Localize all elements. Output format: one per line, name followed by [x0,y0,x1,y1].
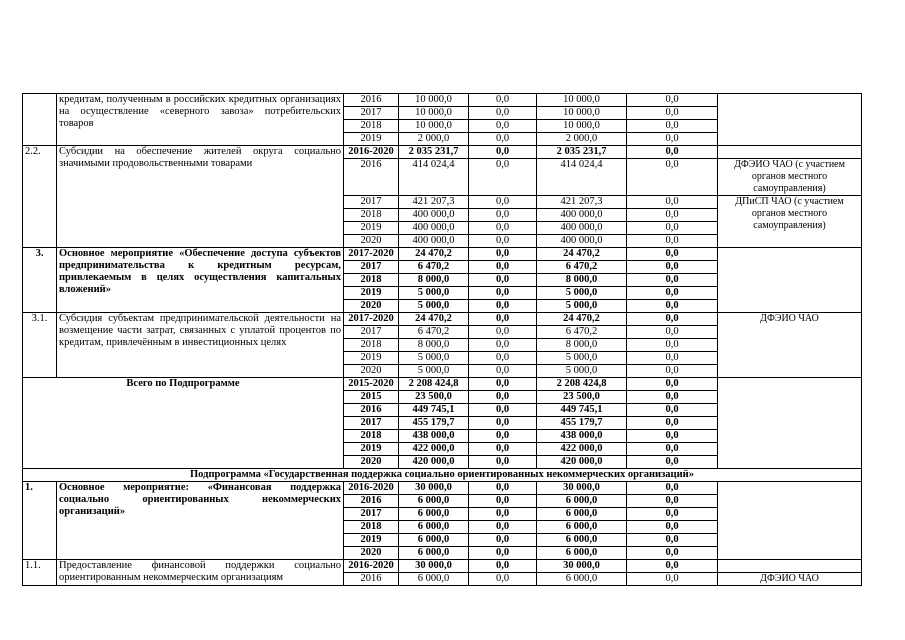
regional-cell: 8 000,0 [537,339,627,352]
other-cell: 0,0 [627,560,718,573]
regional-cell: 24 470,2 [537,313,627,326]
federal-cell: 0,0 [469,300,537,313]
other-cell: 0,0 [627,482,718,495]
total-cell: 422 000,0 [399,443,469,456]
regional-cell: 10 000,0 [537,120,627,133]
total-cell: 400 000,0 [399,209,469,222]
regional-cell: 30 000,0 [537,482,627,495]
measure-text: Основное мероприятие: «Финансовая поддержка социально ориентированных некоммерческих организаций» [57,482,344,560]
regional-cell: 5 000,0 [537,365,627,378]
num-cell: 2.2. [23,146,57,248]
year-cell: 2019 [344,352,399,365]
total-cell: 6 470,2 [399,261,469,274]
federal-cell: 0,0 [469,107,537,120]
total-cell: 400 000,0 [399,222,469,235]
total-cell: 421 207,3 [399,196,469,209]
measure-text: кредитам, полученным в российских кредитных организациях на осуществление «северного завоза» потребительских товаров [57,94,344,146]
total-cell: 6 470,2 [399,326,469,339]
other-cell: 0,0 [627,248,718,261]
year-cell: 2018 [344,274,399,287]
federal-cell: 0,0 [469,508,537,521]
federal-cell: 0,0 [469,326,537,339]
total-cell: 6 000,0 [399,508,469,521]
federal-cell: 0,0 [469,248,537,261]
regional-cell: 10 000,0 [537,107,627,120]
other-cell: 0,0 [627,443,718,456]
measure-text: Субсидии на обеспечение жителей округа социально значимыми продовольственными товарами [57,146,344,248]
federal-cell: 0,0 [469,547,537,560]
federal-cell: 0,0 [469,365,537,378]
table-row [23,482,862,495]
total-cell: 5 000,0 [399,300,469,313]
regional-cell: 8 000,0 [537,274,627,287]
total-cell: 2 208 424,8 [399,378,469,391]
total-cell: 438 000,0 [399,430,469,443]
total-cell: 400 000,0 [399,235,469,248]
total-cell: 10 000,0 [399,94,469,107]
other-cell: 0,0 [627,94,718,107]
other-cell: 0,0 [627,222,718,235]
federal-cell: 0,0 [469,456,537,469]
year-cell: 2017-2020 [344,248,399,261]
regional-cell: 2 208 424,8 [537,378,627,391]
other-cell: 0,0 [627,326,718,339]
other-cell: 0,0 [627,235,718,248]
other-cell: 0,0 [627,508,718,521]
regional-cell: 6 000,0 [537,521,627,534]
table-row [23,560,862,573]
year-cell: 2017 [344,107,399,120]
table-row [23,146,862,159]
total-cell: 23 500,0 [399,391,469,404]
other-cell: 0,0 [627,261,718,274]
total-cell: 24 470,2 [399,313,469,326]
regional-cell: 2 035 231,7 [537,146,627,159]
total-cell: 455 179,7 [399,417,469,430]
other-cell: 0,0 [627,209,718,222]
regional-cell: 455 179,7 [537,417,627,430]
other-cell: 0,0 [627,378,718,391]
year-cell: 2015-2020 [344,378,399,391]
total-cell: 420 000,0 [399,456,469,469]
regional-cell: 6 000,0 [537,573,627,586]
executor-cell [718,94,862,146]
executor-cell [718,146,862,159]
year-cell: 2018 [344,120,399,133]
other-cell: 0,0 [627,287,718,300]
total-cell: 8 000,0 [399,274,469,287]
total-cell: 24 470,2 [399,248,469,261]
year-cell: 2018 [344,430,399,443]
year-cell: 2016-2020 [344,146,399,159]
total-cell: 6 000,0 [399,534,469,547]
total-cell: 5 000,0 [399,365,469,378]
year-cell: 2020 [344,235,399,248]
regional-cell: 6 000,0 [537,495,627,508]
total-cell: 8 000,0 [399,339,469,352]
federal-cell: 0,0 [469,352,537,365]
regional-cell: 438 000,0 [537,430,627,443]
other-cell: 0,0 [627,352,718,365]
total-cell: 2 035 231,7 [399,146,469,159]
total-cell: 6 000,0 [399,547,469,560]
federal-cell: 0,0 [469,560,537,573]
federal-cell: 0,0 [469,209,537,222]
other-cell: 0,0 [627,339,718,352]
regional-cell: 30 000,0 [537,560,627,573]
other-cell: 0,0 [627,159,718,196]
year-cell: 2016 [344,404,399,417]
total-cell: 5 000,0 [399,287,469,300]
year-cell: 2019 [344,133,399,146]
regional-cell: 400 000,0 [537,222,627,235]
year-cell: 2017 [344,417,399,430]
other-cell: 0,0 [627,417,718,430]
year-cell: 2019 [344,443,399,456]
year-cell: 2020 [344,456,399,469]
regional-cell: 10 000,0 [537,94,627,107]
regional-cell: 5 000,0 [537,300,627,313]
regional-cell: 6 000,0 [537,547,627,560]
total-cell: 30 000,0 [399,560,469,573]
other-cell: 0,0 [627,456,718,469]
federal-cell: 0,0 [469,391,537,404]
federal-cell: 0,0 [469,495,537,508]
federal-cell: 0,0 [469,261,537,274]
total-cell: 414 024,4 [399,159,469,196]
other-cell: 0,0 [627,133,718,146]
year-cell: 2020 [344,547,399,560]
federal-cell: 0,0 [469,573,537,586]
federal-cell: 0,0 [469,146,537,159]
executor-cell: ДФЭИО ЧАО [718,313,862,378]
num-cell [23,94,57,146]
total-cell: 2 000,0 [399,133,469,146]
year-cell: 2019 [344,534,399,547]
other-cell: 0,0 [627,495,718,508]
measure-text: Субсидия субъектам предпринимательской деятельности на возмещение части затрат, связанных с уплатой процентов по кредитам, привлечённым в инвестиционных целях [57,313,344,378]
federal-cell: 0,0 [469,120,537,133]
other-cell: 0,0 [627,300,718,313]
year-cell: 2017 [344,326,399,339]
federal-cell: 0,0 [469,404,537,417]
total-cell: 10 000,0 [399,107,469,120]
total-cell: 6 000,0 [399,573,469,586]
table-row [23,313,862,326]
other-cell: 0,0 [627,120,718,133]
num-cell: 1.1. [23,560,57,586]
other-cell: 0,0 [627,313,718,326]
year-cell: 2016 [344,573,399,586]
year-cell: 2017 [344,196,399,209]
federal-cell: 0,0 [469,378,537,391]
regional-cell: 6 470,2 [537,326,627,339]
num-cell: 1. [23,482,57,560]
regional-cell: 400 000,0 [537,235,627,248]
other-cell: 0,0 [627,521,718,534]
regional-cell: 414 024,4 [537,159,627,196]
federal-cell: 0,0 [469,534,537,547]
year-cell: 2016 [344,159,399,196]
year-cell: 2017-2020 [344,313,399,326]
table-row [23,378,862,391]
federal-cell: 0,0 [469,287,537,300]
year-cell: 2018 [344,521,399,534]
year-cell: 2020 [344,365,399,378]
federal-cell: 0,0 [469,222,537,235]
total-cell: 449 745,1 [399,404,469,417]
other-cell: 0,0 [627,365,718,378]
year-cell: 2016-2020 [344,560,399,573]
other-cell: 0,0 [627,430,718,443]
total-cell: 6 000,0 [399,495,469,508]
year-cell: 2015 [344,391,399,404]
regional-cell: 420 000,0 [537,456,627,469]
other-cell: 0,0 [627,274,718,287]
other-cell: 0,0 [627,547,718,560]
total-label: Всего по Подпрограмме [23,378,344,469]
regional-cell: 400 000,0 [537,209,627,222]
year-cell: 2020 [344,300,399,313]
table-row [23,248,862,261]
executor-cell: ДФЭИО ЧАО (с участием органов местного самоуправления) [718,159,862,196]
other-cell: 0,0 [627,146,718,159]
regional-cell: 422 000,0 [537,443,627,456]
measure-text: Основное мероприятие «Обеспечение доступа субъектов предпринимательства к кредитным ресурсам, привлекаемым в целях осуществления капитальных вложений» [57,248,344,313]
year-cell: 2019 [344,287,399,300]
federal-cell: 0,0 [469,133,537,146]
federal-cell: 0,0 [469,521,537,534]
federal-cell: 0,0 [469,417,537,430]
regional-cell: 6 000,0 [537,508,627,521]
total-cell: 6 000,0 [399,521,469,534]
federal-cell: 0,0 [469,443,537,456]
other-cell: 0,0 [627,404,718,417]
year-cell: 2018 [344,209,399,222]
other-cell: 0,0 [627,534,718,547]
executor-cell: ДПиСП ЧАО (с участием органов местного самоуправления) [718,196,862,248]
executor-cell [718,560,862,573]
measure-text: Предоставление финансовой поддержки социально ориентированным некоммерческим организациям [57,560,344,586]
regional-cell: 6 000,0 [537,534,627,547]
num-cell: 3. [23,248,57,313]
regional-cell: 24 470,2 [537,248,627,261]
regional-cell: 449 745,1 [537,404,627,417]
federal-cell: 0,0 [469,274,537,287]
subprogram-row [23,469,862,482]
other-cell: 0,0 [627,573,718,586]
regional-cell: 421 207,3 [537,196,627,209]
regional-cell: 5 000,0 [537,287,627,300]
year-cell: 2016 [344,495,399,508]
federal-cell: 0,0 [469,313,537,326]
program-table [22,93,862,586]
federal-cell: 0,0 [469,235,537,248]
executor-cell [718,378,862,469]
year-cell: 2017 [344,261,399,274]
executor-cell [718,482,862,560]
federal-cell: 0,0 [469,159,537,196]
table-row [23,94,862,107]
regional-cell: 6 470,2 [537,261,627,274]
other-cell: 0,0 [627,107,718,120]
federal-cell: 0,0 [469,482,537,495]
executor-cell [718,248,862,313]
regional-cell: 2 000,0 [537,133,627,146]
num-cell: 3.1. [23,313,57,378]
total-cell: 10 000,0 [399,120,469,133]
total-cell: 30 000,0 [399,482,469,495]
federal-cell: 0,0 [469,339,537,352]
regional-cell: 5 000,0 [537,352,627,365]
year-cell: 2018 [344,339,399,352]
federal-cell: 0,0 [469,94,537,107]
other-cell: 0,0 [627,196,718,209]
year-cell: 2016 [344,94,399,107]
federal-cell: 0,0 [469,196,537,209]
year-cell: 2017 [344,508,399,521]
year-cell: 2019 [344,222,399,235]
year-cell: 2016-2020 [344,482,399,495]
executor-cell: ДФЭИО ЧАО [718,573,862,586]
total-cell: 5 000,0 [399,352,469,365]
regional-cell: 23 500,0 [537,391,627,404]
other-cell: 0,0 [627,391,718,404]
federal-cell: 0,0 [469,430,537,443]
subprogram-title: Подпрограмма «Государственная поддержка социально ориентированных некоммерческих организаций» [23,469,862,482]
